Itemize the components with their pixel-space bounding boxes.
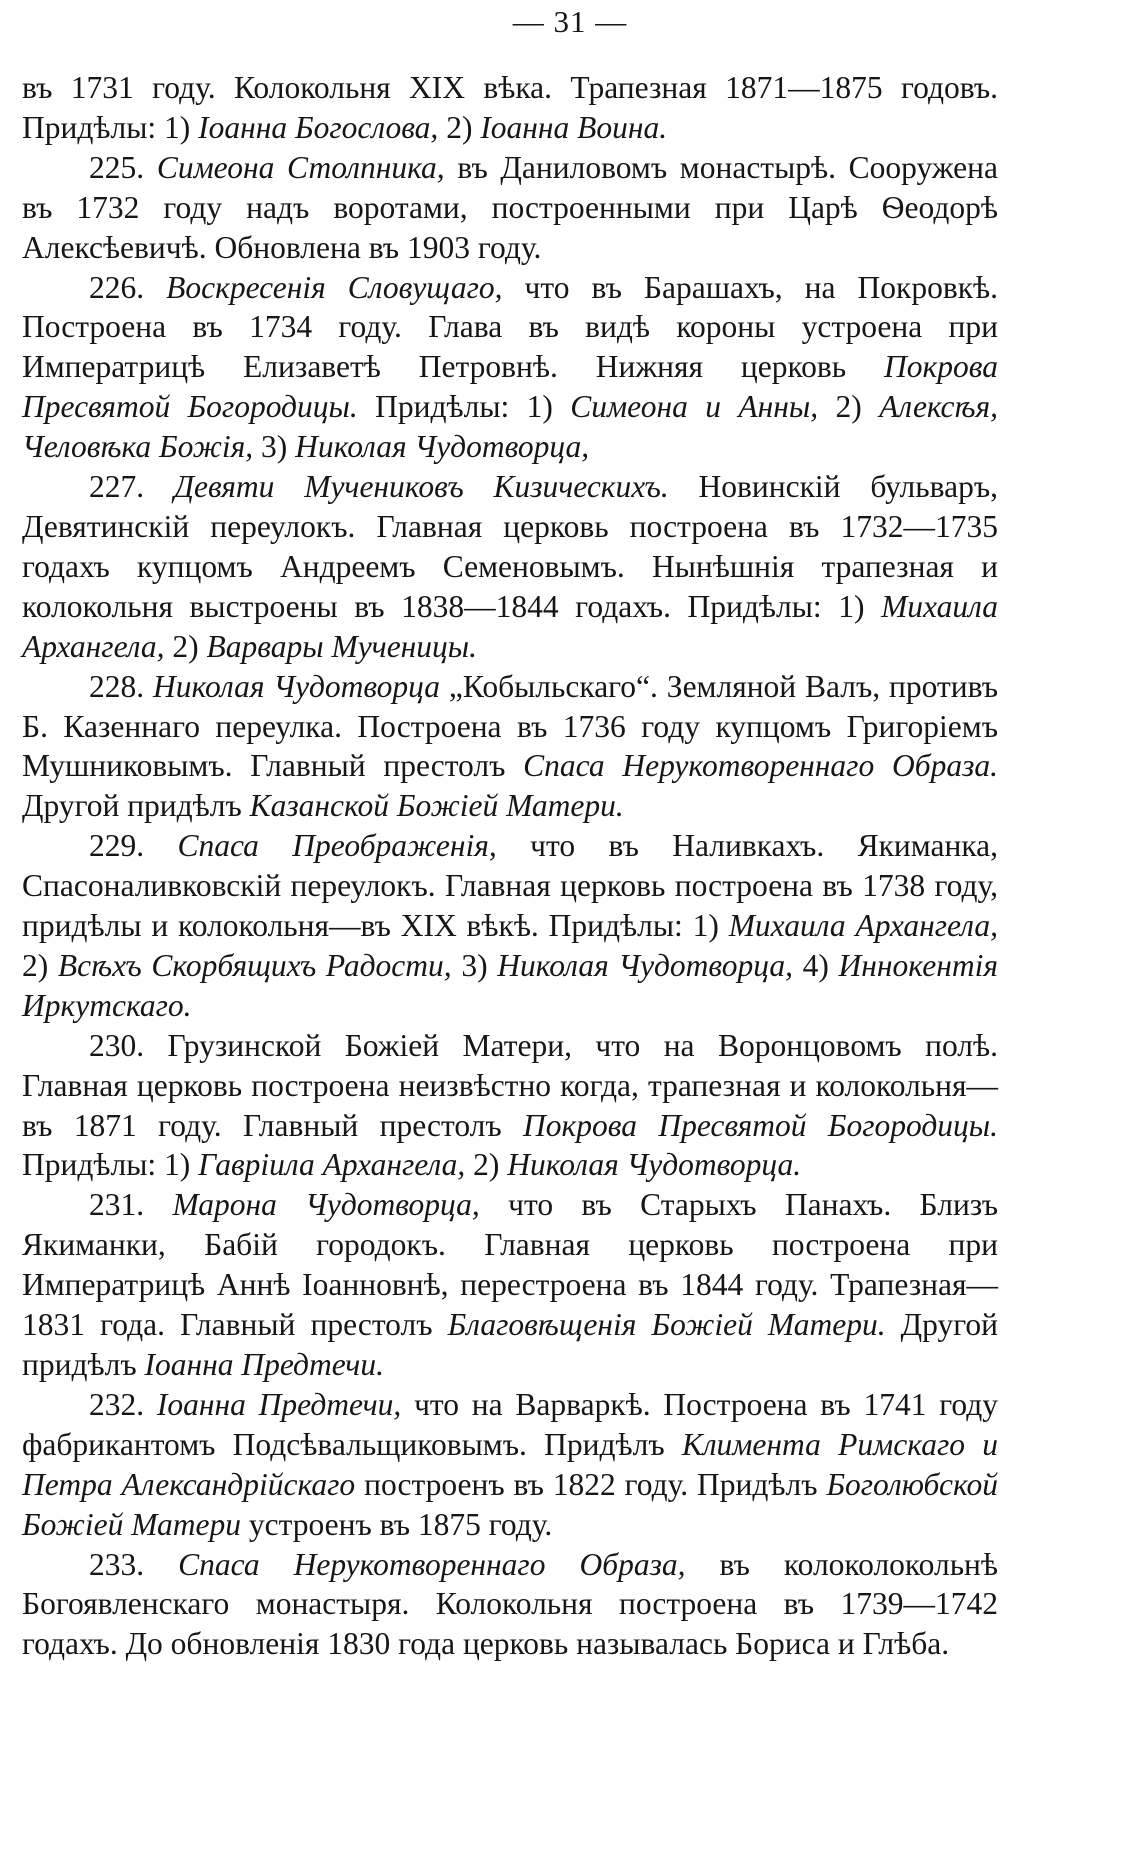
body-text-run: 3) [253, 429, 296, 465]
body-text-run: Придѣлы: 1) [22, 1147, 199, 1183]
body-text-run: въ Даниловомъ монастырѣ. Сооружена въ 1732 году надъ воротами, построенными при Царѣ Ѳеодорѣ Алексѣевичѣ. Обновлена въ 1903 году. [22, 149, 998, 265]
body-text-run: Другой придѣлъ [22, 788, 250, 824]
entry-paragraph [22, 826, 998, 1026]
entry-paragraph [22, 268, 998, 468]
entry-paragraph [22, 1026, 998, 1186]
body-text-run: что на Варваркѣ. Построена въ 1741 году фабрикантомъ Подсѣвальщиковымъ. Придѣлъ [22, 1386, 998, 1462]
entry-paragraph [22, 467, 998, 667]
entry-number: 226. [89, 269, 145, 305]
entry-number: 230. [89, 1027, 145, 1063]
body-text-run: устроенъ въ 1875 году. [240, 1506, 553, 1542]
italic-dedication: Іоанна Предтечи. [144, 1347, 384, 1382]
italic-dedication: Іоанна Воина. [480, 109, 668, 145]
italic-dedication: Климента Римскаго и Петра Александрійскаго [22, 1426, 998, 1502]
italic-dedication: Іоанна Богослова, [198, 109, 439, 145]
body-text-run: 2) [465, 1147, 508, 1183]
body-text-run: что въ Барашахъ, на Покровкѣ. Построена въ 1734 году. Глава въ видѣ короны устроена при Императрицѣ Елизаветѣ Петровнѣ. Нижняя церковь [22, 269, 998, 385]
italic-dedication: Марона Чудотворца, [172, 1187, 480, 1223]
body-text-run: 2) [164, 628, 207, 664]
entry-paragraph [22, 1385, 998, 1545]
italic-dedication: Николая Чудотворца, [497, 947, 793, 983]
italic-dedication: Николая Чудотворца, [295, 429, 590, 465]
body-text-run: Новинскій бульваръ, Девятинскій переулокъ. Главная церковь построена въ 1732—1735 годахъ купцомъ Андреемъ Семеновымъ. Нынѣшнія трапезная и колокольня выстроены въ 1838—1844 годахъ. Придѣлы: 1) [22, 469, 998, 624]
entry-number: 228. [89, 668, 145, 704]
italic-dedication: Воскресенія Словущаго, [166, 269, 503, 305]
entry-paragraph [22, 1545, 998, 1665]
italic-dedication: Гавріила Архангела, [198, 1147, 466, 1183]
italic-dedication: Михаила Архангела, [728, 908, 998, 944]
entry-number: 229. [89, 828, 145, 864]
entry-number: 231. [89, 1187, 145, 1223]
italic-dedication: Михаила Архангела, [22, 588, 998, 664]
italic-dedication: Алексѣя, Человѣка Божія, [22, 389, 998, 465]
body-text-run: въ колоколокольнѣ Богоявленскаго монастыря. Колокольня построена въ 1739—1742 годахъ. До обновленія 1830 года церковь называлась Бориса и Глѣба. [22, 1546, 999, 1662]
italic-dedication: Спаса Нерукотвореннаго Образа. [523, 748, 998, 784]
entry-number: 227. [89, 469, 145, 505]
italic-dedication: Симеона и Анны, [570, 389, 819, 425]
body-text-run: что въ Старыхъ Панахъ. Близъ Якиманки, Бабій городокъ. Главная церковь построена при Императрицѣ Аннѣ Іоанновнѣ, перестроена въ 1844 году. Трапезная—1831 года. Главный престолъ [22, 1187, 999, 1343]
body-text-run: Грузинской Божіей Матери, что на Воронцовомъ полѣ. Главная церковь построена неизвѣстно когда, трапезная и колокольня—въ 1871 году. Главный престолъ [22, 1027, 998, 1143]
italic-dedication: Варвары Мученицы. [206, 628, 478, 664]
body-text-run: „Кобыльскаго“. Земляной Валъ, противъ Б. Казеннаго переулка. Построена въ 1736 году купцомъ Григоріемъ Мушниковымъ. Главный престолъ [22, 668, 998, 784]
body-text-run: построенъ въ 1822 году. Придѣлъ [355, 1466, 827, 1502]
italic-dedication: Иннокентія Иркутскаго. [22, 947, 998, 1023]
italic-dedication: Благовѣщенія Божіей Матери. [447, 1307, 886, 1343]
body-text-run: 4) [792, 947, 839, 983]
entry-paragraph [22, 148, 998, 268]
body-text-run: 3) [451, 947, 498, 983]
italic-dedication: Боголюбской Божіей Матери [22, 1466, 998, 1542]
entry-number: 232. [89, 1386, 145, 1422]
body-text-run: 2) [438, 109, 481, 145]
body-text-run: что въ Наливкахъ. Якиманка, Спасоналивковскій переулокъ. Главная церковь построена въ 1738 году, придѣлы и колокольня—въ XIX вѣкѣ. Придѣлы: 1) [22, 828, 999, 944]
entry-paragraph [22, 1185, 998, 1385]
italic-dedication: Казанской Божіей Матери. [249, 788, 624, 824]
italic-dedication: Всѣхъ Скорбящихъ Радости, [57, 947, 452, 983]
italic-dedication: Девяти Мучениковъ Кизическихъ. [173, 469, 669, 505]
body-text-run: Другой придѣлъ [22, 1307, 999, 1382]
entry-paragraph [22, 667, 998, 827]
italic-dedication: Симеона Столпника, [156, 149, 445, 185]
page-body [22, 68, 998, 1664]
italic-dedication: Покрова Пресвятой Богородицы. [523, 1107, 998, 1143]
body-text-run: въ 1731 году. Колокольня XIX вѣка. Трапезная 1871—1875 годовъ. Придѣлы: 1) [22, 70, 998, 145]
italic-dedication: Іоанна Предтечи, [156, 1386, 402, 1422]
italic-dedication: Спаса Преображенія, [177, 828, 497, 864]
entry-number: 225. [89, 149, 145, 185]
continuation-paragraph [22, 68, 998, 148]
page-number: — 31 — [512, 4, 628, 39]
italic-dedication: Николая Чудотворца [153, 668, 441, 704]
body-text-run: 2) [818, 389, 880, 425]
italic-dedication: Покрова Пресвятой Богородицы. [22, 349, 998, 425]
body-text-run: 2) [22, 947, 58, 983]
italic-dedication: Николая Чудотворца. [507, 1147, 802, 1183]
entry-number: 233. [89, 1546, 145, 1582]
italic-dedication: Спаса Нерукотвореннаго Образа, [178, 1546, 686, 1582]
body-text-run: Придѣлы: 1) [357, 389, 571, 425]
